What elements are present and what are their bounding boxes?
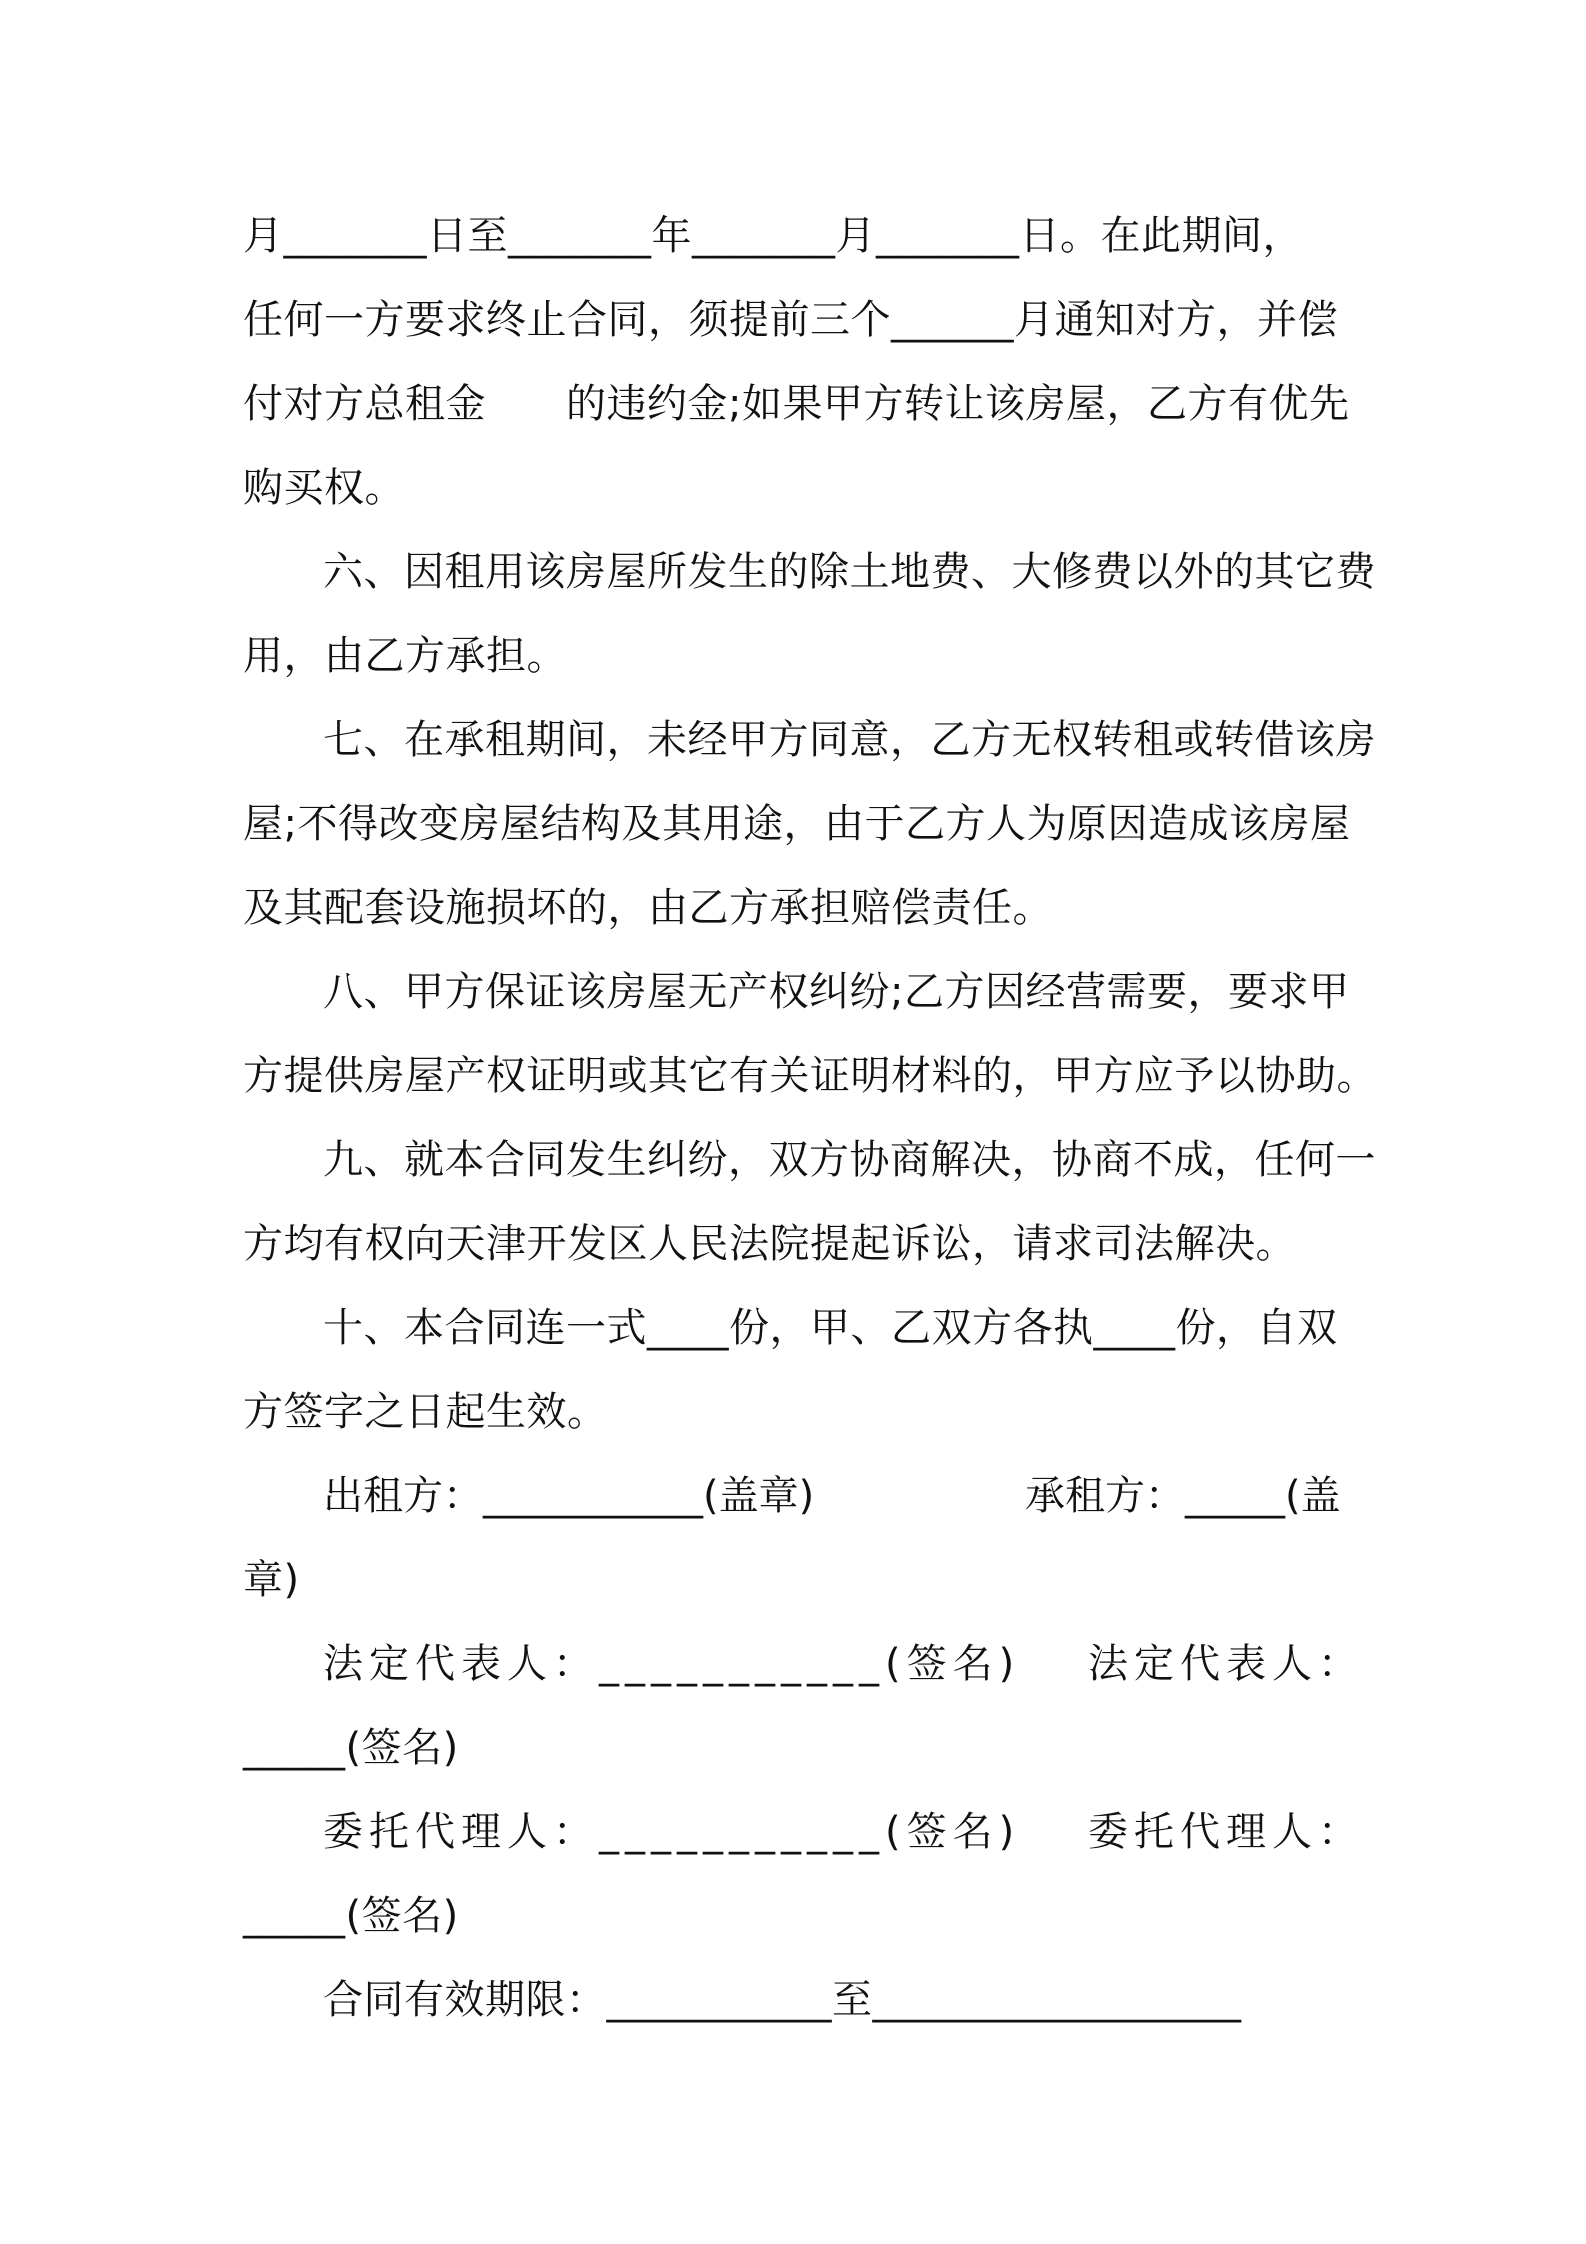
legal-rep-left: 法定代表人：___________(签名) [323, 1641, 1021, 1687]
clause-9-line-1: 九、就本合同发生纠纷，双方协商解决，协商不成，任何一 [323, 1137, 1376, 1183]
clause-7-line-2: 屋;不得改变房屋结构及其用途，由于乙方人为原因造成该房屋 [243, 801, 1351, 847]
clause-10-line-1: 十、本合同连一式____份，甲、乙双方各执____份，自双 [323, 1305, 1338, 1351]
agent-right: 委托代理人： [1088, 1809, 1364, 1855]
clause-7-line-1: 七、在承租期间，未经甲方同意，乙方无权转租或转借该房 [323, 717, 1376, 763]
contract-body [243, 194, 1377, 2042]
clause-5-line-3-part-2: 的违约金;如果甲方转让该房屋，乙方有优先 [566, 381, 1350, 427]
clause-5-line-3-part-1: 付对方总租金 [243, 381, 486, 427]
clause-6-line-1: 六、因租用该房屋所发生的除土地费、大修费以外的其它费 [323, 549, 1376, 595]
clause-9-line-2: 方均有权向天津开发区人民法院提起诉讼，请求司法解决。 [243, 1221, 1296, 1267]
clause-5-line-4: 购买权。 [243, 465, 405, 511]
agent-cont: _____(签名) [243, 1893, 459, 1939]
signature-row-parties [243, 1454, 1363, 1538]
legal-rep-cont: _____(签名) [243, 1725, 459, 1771]
clause-5-line-2: 任何一方要求终止合同，须提前三个______月通知对方，并偿 [243, 297, 1338, 343]
clause-6-line-2: 用，由乙方承担。 [243, 633, 567, 679]
lessor-signature: 出租方：___________(盖章) [323, 1473, 815, 1519]
clause-8-line-2: 方提供房屋产权证明或其它有关证明材料的，甲方应予以协助。 [243, 1053, 1377, 1099]
clause-10-line-2: 方签字之日起生效。 [243, 1389, 608, 1435]
clause-7-line-3: 及其配套设施损坏的，由乙方承担赔偿责任。 [243, 885, 1053, 931]
lessee-signature-cont: 章) [243, 1557, 300, 1603]
signature-row-agent [243, 1790, 1363, 1874]
legal-rep-right: 法定代表人： [1088, 1641, 1364, 1687]
clause-5-line-1: 月_______日至_______年_______月_______日。在此期间， [243, 213, 1303, 259]
signature-row-legal-rep [243, 1622, 1363, 1706]
validity-period: 合同有效期限：___________至__________________ [323, 1977, 1242, 2023]
clause-8-line-1: 八、甲方保证该房屋无产权纠纷;乙方因经营需要，要求甲 [323, 969, 1350, 1015]
clause-5-line-3 [243, 362, 1363, 446]
lessee-signature: 承租方：_____(盖 [1025, 1473, 1341, 1519]
agent-left: 委托代理人：___________(签名) [323, 1809, 1021, 1855]
